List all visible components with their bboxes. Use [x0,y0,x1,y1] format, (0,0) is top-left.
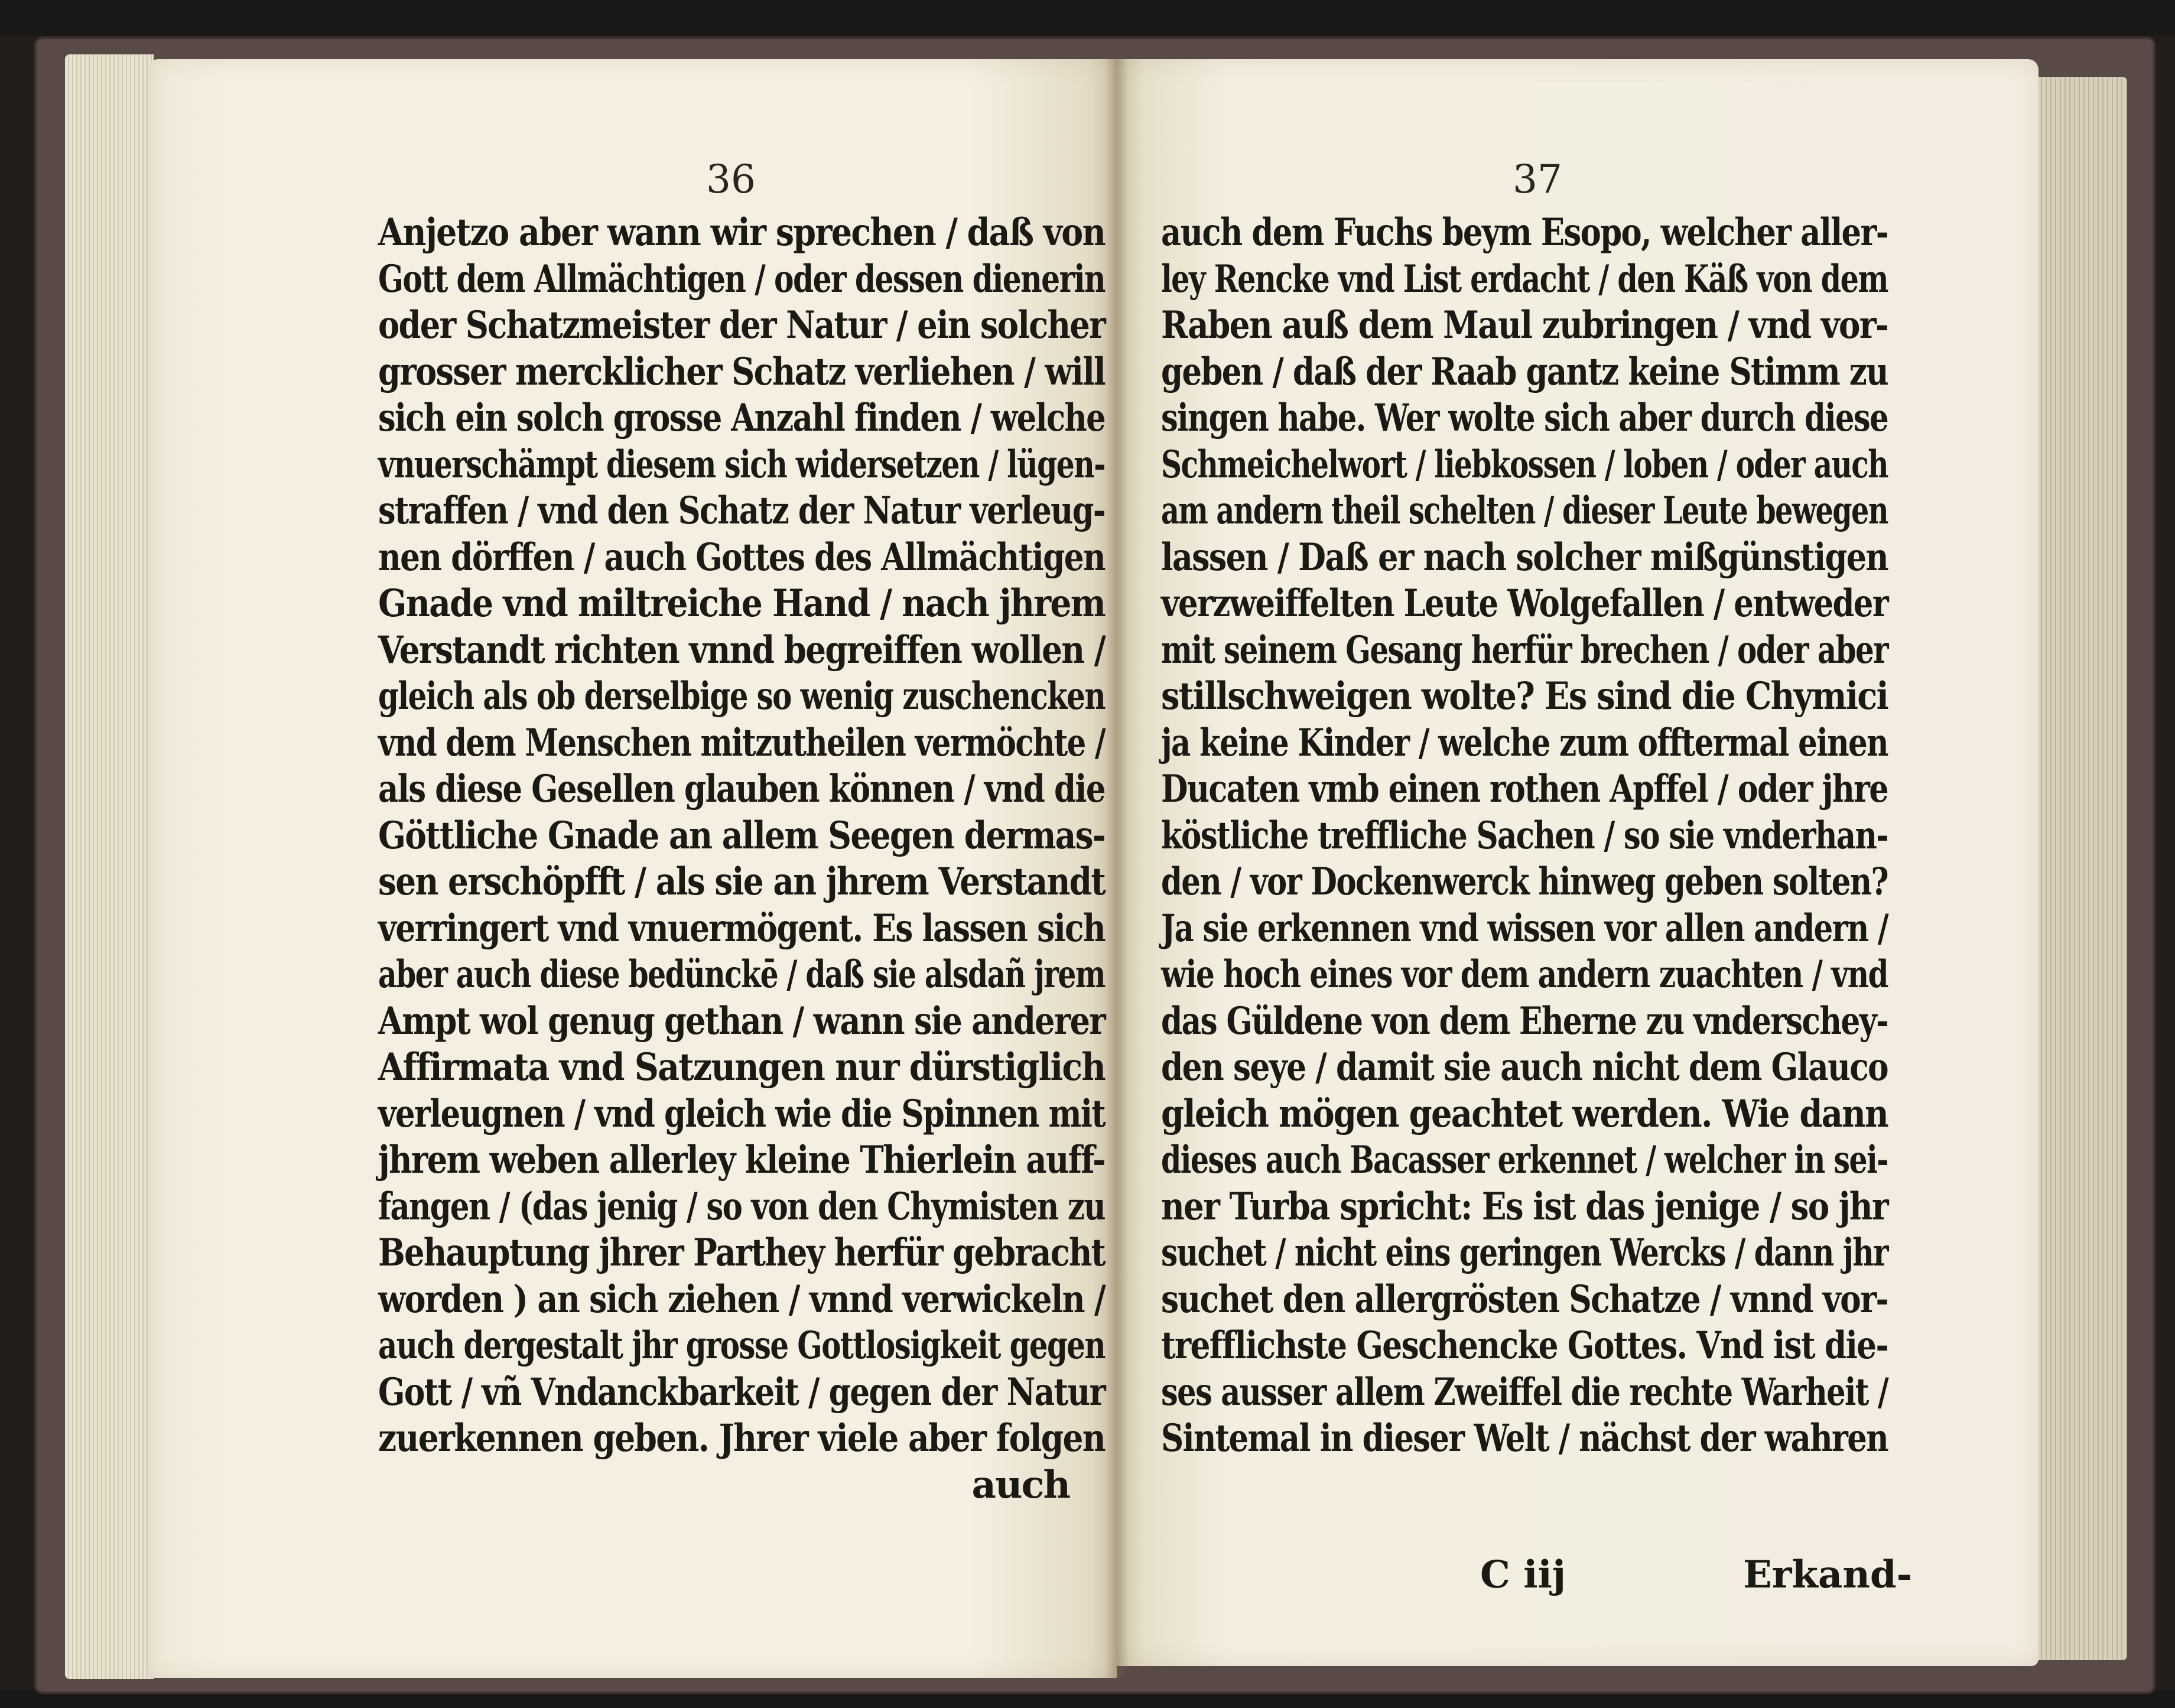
background-top [0,0,2175,35]
text-line: Anjetzo aber wann wir sprechen / daß von [378,210,1105,255]
catchword-right: Erkand- [1743,1553,1913,1597]
text-line: grosser mercklicher Schatz verliehen / will [378,349,1105,394]
text-line: zuerkennen geben. Jhrer viele aber folgen [378,1416,1105,1460]
text-line: nen dörffen / auch Gottes des Allmächtigen [378,535,1105,580]
text-line: Göttliche Gnade an allem Seegen dermas- [378,813,1105,858]
text-line: suchet / nicht eins geringen Wercks / dann jhr [1161,1231,1888,1275]
show-through-text [278,1548,1046,1583]
text-line: Gott / vñ Vndanckbarkeit / gegen der Natur [378,1369,1105,1414]
text-line: vnd dem Menschen mitzutheilen vermöchte / [378,720,1105,765]
text-line: Behauptung jhrer Parthey herfür gebracht [378,1231,1105,1275]
right-page-text [1161,210,1888,1462]
text-line: Schmeichelwort / liebkossen / loben / oder auch [1161,442,1888,487]
text-line: fangen / (das jenig / so von den Chymisten zu [378,1184,1105,1229]
text-line: den seye / damit sie auch nicht dem Glauco [1161,1045,1888,1089]
text-line: Ducaten vmb einen rothen Apffel / oder jhre [1161,767,1888,811]
text-line: trefflichste Geschencke Gottes. Vnd ist die- [1161,1323,1888,1368]
text-line: jhrem weben allerley kleine Thierlein auff- [378,1138,1105,1182]
text-line: suchet den allergrösten Schatze / vnnd vor- [1161,1277,1888,1322]
text-line: aber auch diese bedünckē / daß sie alsdañ jrem [378,952,1105,997]
page-edges-right [2033,77,2127,1660]
text-line: worden ) an sich ziehen / vnnd verwickeln / [378,1277,1105,1322]
text-line: lassen / Daß er nach solcher mißgünstigen [1161,535,1888,580]
text-line: wie hoch eines vor dem andern zuachten / vnd [1161,952,1888,997]
text-line: stillschweigen wolte? Es sind die Chymici [1161,674,1888,718]
text-line: Verstandt richten vnnd begreiffen wollen / [378,627,1105,672]
page-number-left: 36 [706,157,756,202]
text-line: als diese Gesellen glauben können / vnd die [378,767,1105,811]
text-line: das Güldene von dem Eherne zu vnderschey- [1161,998,1888,1043]
signature-mark: C iij [1480,1553,1566,1597]
text-line: dieses auch Bacasser erkennet / welcher in sei- [1161,1138,1888,1182]
text-line: Ja sie erkennen vnd wissen vor allen andern / [1161,906,1888,951]
text-line: ja keine Kinder / welche zum offtermal einen [1161,720,1888,765]
text-line: gleich mögen geachtet werden. Wie dann [1161,1091,1888,1136]
page-edges-left [65,54,154,1679]
text-line: singen habe. Wer wolte sich aber durch diese [1161,396,1888,440]
text-line: auch dergestalt jhr grosse Gottlosigkeit gegen [378,1323,1105,1368]
text-line: verleugnen / vnd gleich wie die Spinnen mit [378,1091,1105,1136]
book-gutter [1105,59,1129,1678]
text-line: ner Turba spricht: Es ist das jenige / so jhr [1161,1184,1888,1229]
text-line: auch dem Fuchs beym Esopo, welcher aller- [1161,210,1888,255]
text-line: ley Rencke vnd List erdacht / den Käß von dem [1161,256,1888,301]
text-line: Ampt wol genug gethan / wann sie anderer [378,998,1105,1043]
text-line: Raben auß dem Maul zubringen / vnd vor- [1161,303,1888,347]
text-line: verzweiffelten Leute Wolgefallen / entweder [1161,581,1888,626]
text-line: sich ein solch grosse Anzahl finden / welche [378,396,1105,440]
text-line: Sintemal in dieser Welt / nächst der wahren [1161,1416,1888,1460]
text-line: am andern theil schelten / dieser Leute bewegen [1161,489,1888,533]
page-number-right: 37 [1513,157,1562,202]
text-line: verringert vnd vnuermögent. Es lassen sich [378,906,1105,951]
text-line: straffen / vnd den Schatz der Natur verleug- [378,489,1105,533]
left-page-text [378,210,1105,1508]
catchword-left: auch [971,1462,1069,1507]
text-line: gleich als ob derselbige so wenig zuschencken [378,674,1105,718]
text-line: Affirmata vnd Satzungen nur dürstiglich [378,1045,1105,1089]
text-line: oder Schatzmeister der Natur / ein solcher [378,303,1105,347]
text-line: köstliche treffliche Sachen / so sie vnderhan- [1161,813,1888,858]
text-line: ses ausser allem Zweiffel die rechte Warheit / [1161,1369,1888,1414]
signature-line [1161,1553,1913,1600]
text-line: sen erschöpfft / als sie an jhrem Verstandt [378,860,1105,904]
text-line: vnuerschämpt diesem sich widersetzen / lügen- [378,442,1105,487]
text-line: mit seinem Gesang herfür brechen / oder aber [1161,627,1888,672]
text-line: den / vor Dockenwerck hinweg geben solten? [1161,860,1888,904]
text-line: geben / daß der Raab gantz keine Stimm zu [1161,349,1888,394]
text-line: Gott dem Allmächtigen / oder dessen dienerin [378,256,1105,301]
text-line: Gnade vnd miltreiche Hand / nach jhrem [378,581,1105,626]
